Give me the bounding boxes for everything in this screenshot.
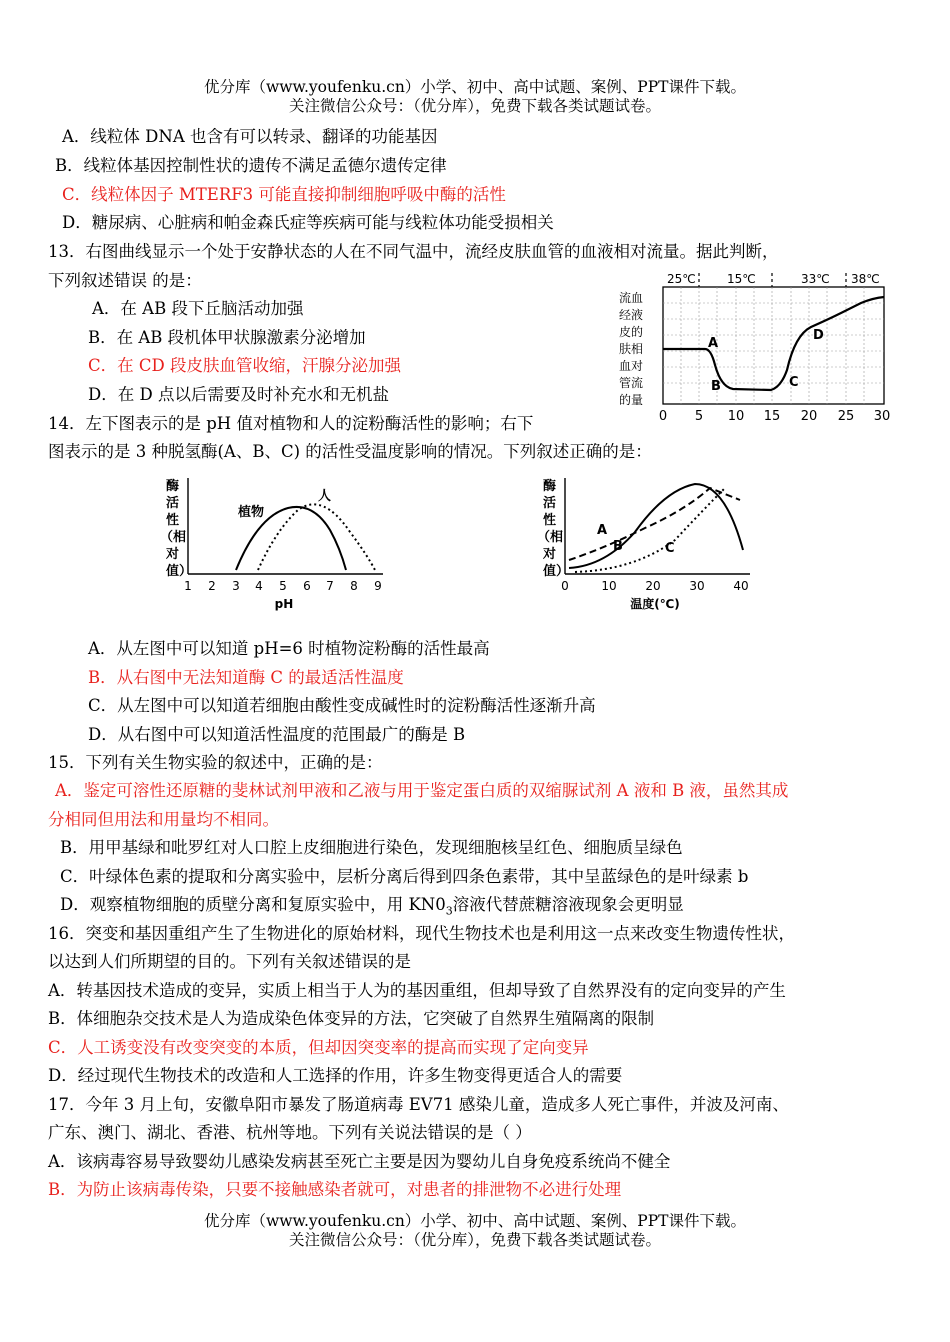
- q14-left-x-tick: 4: [255, 579, 263, 593]
- q14-left-x-tick: 6: [303, 579, 311, 593]
- header-line-1: 优分库（www.youfenku.cn）小学、初中、高中试题、案例、PPT课件下载。: [203, 78, 747, 96]
- q14-left-xlabel: pH: [274, 597, 294, 611]
- q14-enzyme-label: C: [665, 541, 675, 556]
- q15-option-d: D．观察植物细胞的质壁分离和复原实验中，用 $KN0_3$溶液代替蔗糖溶液现象会更明显: [60, 895, 684, 918]
- q13-point-label: B: [711, 379, 721, 394]
- q13-temp-label: 38℃: [851, 272, 880, 286]
- q13-x-tick: 5: [694, 409, 704, 424]
- q14-left-ylabel: （相: [160, 530, 187, 545]
- q15-stem: 15．下列有关生物实验的叙述中，正确的是：: [48, 753, 383, 772]
- q14-option-c: C．从左图中可以知道若细胞由酸性变成碱性时的淀粉酶活性逐渐升高: [88, 696, 596, 715]
- q13-temp-label: 33℃: [801, 272, 830, 286]
- q14-right-ylabel: 值）: [543, 564, 570, 579]
- q13-option-c: C．在 CD 段皮肤血管收缩，汗腺分泌加强: [88, 356, 401, 375]
- q14-right-x-tick: 0: [561, 579, 569, 593]
- q12-option-b: B．线粒体基因控制性状的遗传不满足孟德尔遗传定律: [55, 156, 447, 175]
- q13-point-label: C: [789, 375, 799, 390]
- q14-right-x-tick: 30: [689, 579, 705, 593]
- q14-left-x-tick: 7: [326, 579, 334, 593]
- q13-x-tick: 15: [763, 409, 781, 424]
- header-line-2: 关注微信公众号：（优分库），免费下载各类试题试卷。: [288, 97, 661, 115]
- q13-x-tick: 10: [727, 409, 745, 424]
- q13-x-tick: 0: [658, 409, 668, 424]
- q15-option-a-line2: 分相同但用法和用量均不相同。: [48, 810, 279, 829]
- q16-stem-2: 以达到人们所期望的目的。下列有关叙述错误的是: [48, 952, 411, 971]
- q17-option-a: A．该病毒容易导致婴幼儿感染发病甚至死亡主要是因为婴幼儿自身免疫系统尚不健全: [48, 1152, 671, 1171]
- q13-temp-label: 15℃: [727, 272, 756, 286]
- q14-plant-label: 植物: [238, 505, 265, 520]
- q14-left-ylabel: 酶: [166, 479, 180, 494]
- q13-point-label: D: [813, 328, 824, 343]
- q13-stem-1: 13．右图曲线显示一个处于安静状态的人在不同气温中，流经皮肤血管的血液相对流量。据此判断，: [48, 242, 779, 261]
- q15-option-c: C．叶绿体色素的提取和分离实验中，层析分离后得到四条色素带，其中呈蓝绿色的是叶绿素 b: [60, 867, 749, 886]
- q13-ylabel: 管流: [619, 376, 644, 390]
- q17-option-b: B．为防止该病毒传染，只要不接触感染者就可，对患者的排泄物不必进行处理: [48, 1180, 622, 1199]
- q14-human-label: 人: [318, 489, 332, 504]
- q14-left-ylabel: 对: [166, 547, 180, 562]
- q13-x-tick: 20: [800, 409, 818, 424]
- q16-option-d: D．经过现代生物技术的改造和人工选择的作用，许多生物变得更适合人的需要: [48, 1066, 623, 1085]
- q14-left-x-tick: 1: [184, 579, 192, 593]
- footer-line-2: 关注微信公众号：（优分库），免费下载各类试题试卷。: [288, 1231, 661, 1249]
- q14-right-x-tick: 40: [733, 579, 749, 593]
- q14-left-x-tick: 5: [279, 579, 287, 593]
- q12-option-d: D．糖尿病、心脏病和帕金森氏症等疾病可能与线粒体功能受损相关: [62, 213, 554, 232]
- q14-enzyme-label: A: [597, 523, 608, 538]
- q14-left-ylabel: 性: [166, 513, 180, 528]
- q15-option-a-line1: A．鉴定可溶性还原糖的斐林试剂甲液和乙液与用于鉴定蛋白质的双缩脲试剂 A 液和 B 液，虽然其成: [55, 781, 789, 800]
- q14-right-ylabel: 活: [543, 496, 557, 511]
- q13-point-label: A: [708, 336, 719, 351]
- q13-option-d: D．在 D 点以后需要及时补充水和无机盐: [88, 385, 389, 404]
- q14-option-a: A．从左图中可以知道 pH=6 时植物淀粉酶的活性最高: [88, 639, 490, 658]
- q14-left-x-tick: 9: [374, 579, 382, 593]
- q13-ylabel: 血对: [619, 359, 644, 373]
- q14-right-xlabel: 温度(℃): [630, 597, 680, 611]
- q13-ylabel: 的量: [619, 393, 644, 407]
- q15-option-b: B．用甲基绿和吡罗红对人口腔上皮细胞进行染色，发现细胞核呈红色、细胞质呈绿色: [60, 838, 683, 857]
- q12-option-a: A．线粒体 DNA 也含有可以转录、翻译的功能基因: [62, 127, 438, 146]
- q14-enzyme-label: B: [613, 539, 623, 554]
- q13-stem-2: 下列叙述错误 的是：: [48, 271, 202, 290]
- q16-option-b: B．体细胞杂交技术是人为造成染色体变异的方法，它突破了自然界生殖隔离的限制: [48, 1009, 655, 1028]
- q14-right-x-tick: 10: [601, 579, 617, 593]
- q14-left-x-tick: 8: [350, 579, 358, 593]
- q14-left-x-tick: 2: [208, 579, 216, 593]
- q14-temperature-figure: [535, 470, 765, 620]
- q14-right-ylabel: 酶: [543, 479, 557, 494]
- q16-option-c: C．人工诱变没有改变突变的本质，但却因突变率的提高而实现了定向变异: [48, 1038, 589, 1057]
- q13-ylabel: 皮的: [619, 325, 644, 339]
- q16-stem-1: 16．突变和基因重组产生了生物进化的原始材料，现代生物技术也是利用这一点来改变生物遗传性状，: [48, 924, 795, 943]
- q16-option-a: A．转基因技术造成的变异，实质上相当于人为的基因重组，但却导致了自然界没有的定向变异的产生: [48, 981, 786, 1000]
- q13-ylabel: 流血: [619, 291, 644, 305]
- q14-stem-2: 图表示的是 3 种脱氢酶(A、B、C) 的活性受温度影响的情况。下列叙述正确的是：: [48, 442, 652, 461]
- q13-ylabel: 经液: [619, 308, 644, 322]
- q14-left-ylabel: 活: [166, 496, 180, 511]
- q14-right-x-tick: 20: [645, 579, 661, 593]
- q13-ylabel: 肤相: [619, 342, 644, 356]
- q13-x-tick: 25: [837, 409, 855, 424]
- q14-right-ylabel: 对: [543, 547, 557, 562]
- q12-option-c: C．线粒体因子 MTERF3 可能直接抑制细胞呼吸中酶的活性: [62, 185, 506, 204]
- q13-blood-flow-figure: [615, 265, 905, 425]
- q14-ph-figure: [158, 470, 398, 620]
- q14-option-b: B．从右图中无法知道酶 C 的最适活性温度: [88, 668, 404, 687]
- q14-left-x-tick: 3: [232, 579, 240, 593]
- footer-line-1: 优分库（www.youfenku.cn）小学、初中、高中试题、案例、PPT课件下载。: [203, 1212, 747, 1230]
- q13-option-b: B．在 AB 段机体甲状腺激素分泌增加: [88, 328, 366, 347]
- q14-right-ylabel: （相: [537, 530, 564, 545]
- q14-left-ylabel: 值）: [166, 564, 193, 579]
- q13-option-a: A．在 AB 段下丘脑活动加强: [92, 299, 304, 318]
- q14-right-ylabel: 性: [543, 513, 557, 528]
- q17-stem-1: 17．今年 3 月上旬，安徽阜阳市暴发了肠道病毒 EV71 感染儿童，造成多人死亡事件，并波及河南、: [48, 1095, 789, 1114]
- q14-option-d: D．从右图中可以知道活性温度的范围最广的酶是 B: [88, 725, 466, 744]
- q17-stem-2: 广东、澳门、湖北、香港、杭州等地。下列有关说法错误的是（ ）: [48, 1123, 532, 1142]
- q13-x-tick: 30: [873, 409, 891, 424]
- q14-stem-1: 14．左下图表示的是 pH 值对植物和人的淀粉酶活性的影响；右下: [48, 414, 534, 433]
- q13-temp-label: 25℃: [667, 272, 696, 286]
